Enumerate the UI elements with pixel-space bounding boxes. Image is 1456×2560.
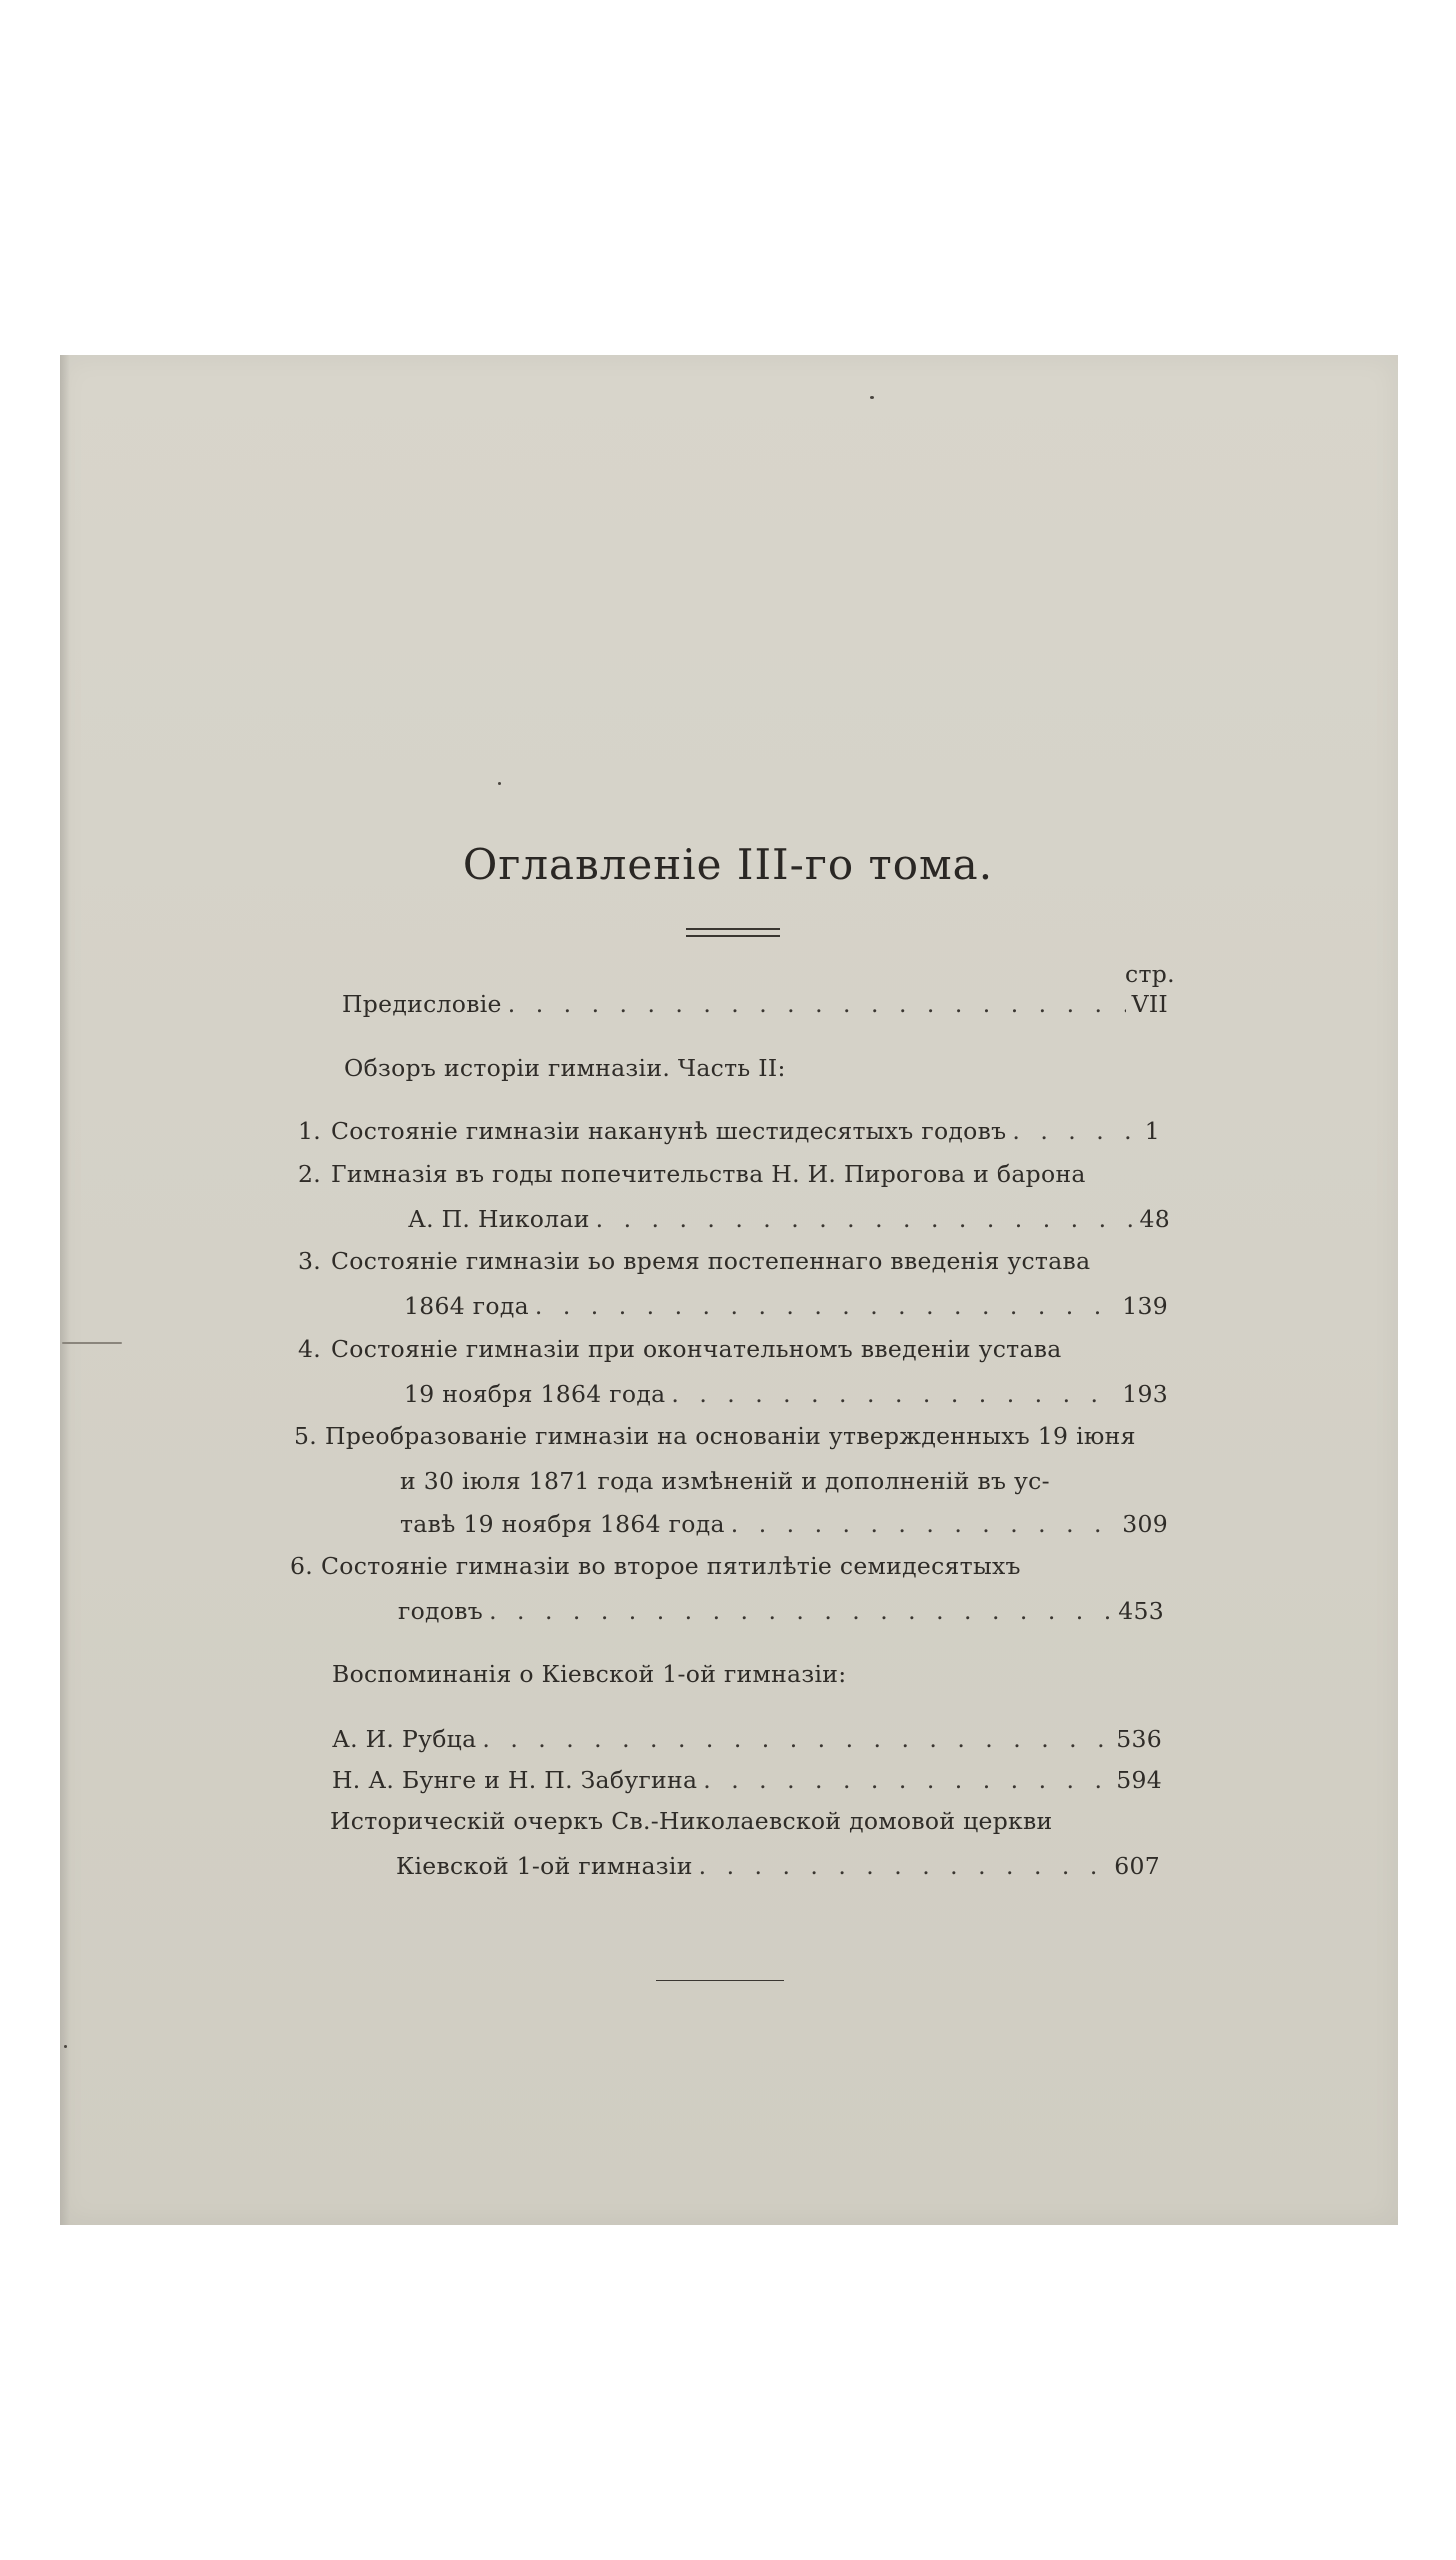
dot-leader: [699, 1852, 1109, 1880]
dot-leader: [596, 1205, 1134, 1233]
dot-leader: [703, 1766, 1110, 1794]
preface-label: Предисловіе: [342, 990, 502, 1018]
section-heading-overview: Обзоръ исторіи гимназіи. Часть II:: [344, 1054, 786, 1082]
page-number: 1: [1144, 1117, 1160, 1145]
toc-entry-5-line2: и 30 іюля 1871 года измѣненій и дополненій въ ус-: [400, 1467, 1050, 1495]
title-rule-bottom: [686, 935, 780, 937]
toc-entry-2-line1: [298, 1160, 1086, 1188]
toc-entry-4-line1: [298, 1335, 1062, 1363]
dot-leader: [731, 1510, 1116, 1538]
dot-leader: [508, 990, 1126, 1018]
entry-number: 3.: [298, 1247, 322, 1275]
page-number: 193: [1122, 1380, 1168, 1408]
section-heading-memoirs: Воспоминанія о Кіевской 1-ой гимназіи:: [332, 1660, 847, 1688]
entry-title-cont: Кіевской 1-ой гимназіи: [396, 1852, 693, 1880]
toc-entry-3-line2: [404, 1292, 1168, 1320]
entry-title: А. И. Рубца: [332, 1725, 477, 1753]
page-mark: [62, 1342, 122, 1344]
toc-entry-1: [298, 1117, 1160, 1145]
entry-title: Состояніе гимназіи ьо время постепеннаго введенія устава: [331, 1247, 1091, 1275]
page-number: 607: [1114, 1852, 1160, 1880]
toc-entry-church-line2: [396, 1852, 1160, 1880]
toc-entry-6-line1: [290, 1552, 1021, 1580]
page-column-label: стр.: [1125, 960, 1175, 988]
entry-number: 4.: [298, 1335, 322, 1363]
paper-speck: [64, 2045, 67, 2048]
dot-leader: [535, 1292, 1116, 1320]
page-number: VII: [1131, 990, 1168, 1018]
dot-leader: [482, 1725, 1110, 1753]
toc-entry-5-line1: [294, 1422, 1136, 1450]
entry-title-cont: 19 ноября 1864 года: [404, 1380, 666, 1408]
dot-leader: [671, 1380, 1116, 1408]
toc-entry-3-line1: [298, 1247, 1090, 1275]
entry-number: 5.: [294, 1422, 318, 1450]
book-page: [60, 355, 1398, 2225]
page-number: 309: [1122, 1510, 1168, 1538]
entry-number: 2.: [298, 1160, 322, 1188]
paper-speck: [870, 396, 874, 399]
entry-title-cont: тавѣ 19 ноября 1864 года: [400, 1510, 725, 1538]
closing-rule: [656, 1980, 784, 1981]
toc-entry-bunge: [332, 1766, 1162, 1794]
page-number: 536: [1116, 1725, 1162, 1753]
title-rule-top: [686, 928, 780, 930]
entry-title: Преобразованіе гимназіи на основаніи утвержденныхъ 19 іюня: [325, 1422, 1136, 1450]
entry-title-cont: годовъ: [398, 1597, 484, 1625]
entry-title: Состояніе гимназіи при окончательномъ введеніи устава: [331, 1335, 1062, 1363]
dot-leader: [489, 1597, 1112, 1625]
page-number: 48: [1139, 1205, 1170, 1233]
entry-title: Гимназія въ годы попечительства Н. И. Пирогова и барона: [331, 1160, 1086, 1188]
page-number: 594: [1116, 1766, 1162, 1794]
toc-entry-preface: [342, 990, 1168, 1018]
page-title: Оглавленіе III-го тома.: [462, 840, 994, 889]
toc-entry-2-line2: [408, 1205, 1170, 1233]
entry-title: Н. А. Бунге и Н. П. Забугина: [332, 1766, 698, 1794]
entry-number: 6.: [290, 1552, 314, 1580]
toc-entry-4-line2: [404, 1380, 1168, 1408]
entry-title: Состояніе гимназіи наканунѣ шестидесятыхъ годовъ: [331, 1117, 1007, 1145]
entry-title-cont: А. П. Николаи: [408, 1205, 590, 1233]
page-number: 139: [1122, 1292, 1168, 1320]
paper-speck: [498, 782, 501, 785]
toc-entry-church-line1: Историческій очеркъ Св.-Николаевской домовой церкви: [330, 1807, 1053, 1835]
toc-entry-rubets: [332, 1725, 1162, 1753]
page-edge: [60, 355, 70, 2225]
dot-leader: [1012, 1117, 1138, 1145]
entry-title: Состояніе гимназіи во второе пятилѣтіе семидесятыхъ: [321, 1552, 1021, 1580]
page-number: 453: [1118, 1597, 1164, 1625]
entry-title-cont: 1864 года: [404, 1292, 529, 1320]
toc-entry-5-line3: [400, 1510, 1168, 1538]
entry-number: 1.: [298, 1117, 322, 1145]
toc-entry-6-line2: [398, 1597, 1164, 1625]
